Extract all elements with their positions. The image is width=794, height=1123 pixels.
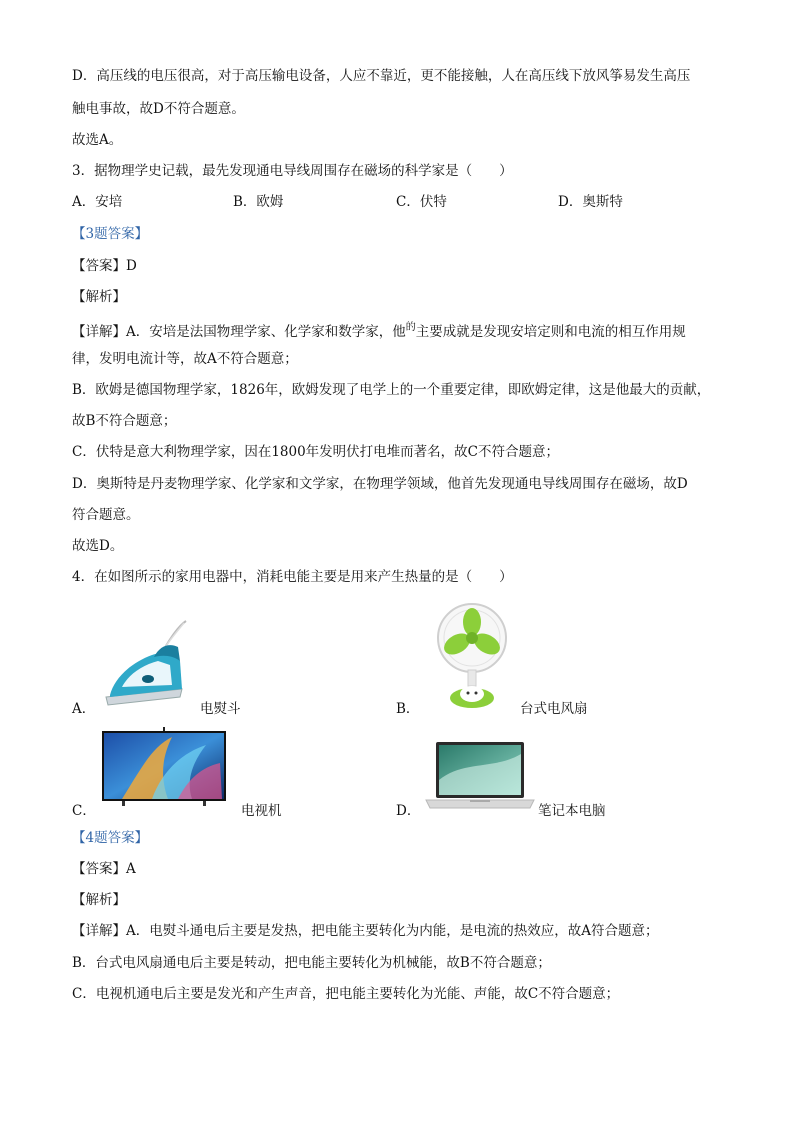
q4-answer: 【答案】A	[72, 861, 136, 877]
q3-detail-b-line2: 故B不符合题意；	[72, 413, 177, 429]
q3-option-a: A．安培	[72, 194, 123, 210]
q2-option-d-line1: D．高压线的电压很高，对于高压输电设备，人应不靠近，更不能接触，人在高压线下放风筝易发生高压	[72, 68, 691, 84]
q4-option-c-letter: C．	[72, 803, 96, 819]
q3-detail-a-line1	[72, 319, 686, 341]
q4-option-b-letter: B．	[396, 701, 420, 717]
q3-choose: 故选D。	[72, 538, 124, 554]
laptop-image	[424, 740, 536, 812]
q4-option-d-letter: D．	[396, 803, 421, 819]
q4-option-a-letter: A．	[72, 701, 96, 717]
q3-answer-heading: 【3题答案】	[72, 226, 149, 242]
q3-detail-a-sup: 的	[405, 322, 416, 333]
fan-image	[432, 600, 512, 710]
q3-option-d: D．奥斯特	[558, 194, 623, 210]
q3-detail-d-line1: D．奥斯特是丹麦物理学家、化学家和文学家，在物理学领域，他首先发现通电导线周围存在磁场，故D	[72, 476, 688, 492]
q3-stem: 3．据物理学史记载，最先发现通电导线周围存在磁场的科学家是（ ）	[72, 163, 513, 179]
q3-detail-a-line2: 律，发明电流计等，故A不符合题意；	[72, 351, 298, 367]
q3-option-b: B．欧姆	[233, 194, 284, 210]
q4-detail-c: C．电视机通电后主要是发光和产生声音，把电能主要转化为光能、声能，故C不符合题意；	[72, 986, 620, 1002]
q4-analysis-heading: 【解析】	[72, 892, 126, 908]
q3-answer: 【答案】D	[72, 258, 137, 274]
q3-analysis-heading: 【解析】	[72, 289, 126, 305]
q4-stem: 4．在如图所示的家用电器中，消耗电能主要是用来产生热量的是（ ）	[72, 569, 513, 585]
q3-detail-c: C．伏特是意大利物理学家，因在1800年发明伏打电堆而著名，故C不符合题意；	[72, 444, 560, 460]
q2-option-d-line2: 触电事故，故D不符合题意。	[72, 101, 245, 117]
q3-detail-a-post: 主要成就是发现安培定则和电流的相互作用规	[415, 324, 686, 340]
iron-image	[100, 617, 190, 709]
q4-detail-a: 【详解】A．电熨斗通电后主要是发热，把电能主要转化为内能，是电流的热效应，故A符合题意；	[72, 923, 659, 939]
q3-detail-a-pre: 【详解】A．安培是法国物理学家、化学家和数学家，他	[72, 324, 406, 340]
q4-detail-b: B．台式电风扇通电后主要是转动，把电能主要转化为机械能，故B不符合题意；	[72, 955, 551, 971]
q4-option-d-label: 笔记本电脑	[538, 803, 606, 819]
q4-option-c-label: 电视机	[241, 803, 282, 819]
q3-option-c: C．伏特	[396, 194, 447, 210]
q3-detail-b-line1: B．欧姆是德国物理学家，1826年，欧姆发现了电学上的一个重要定律，即欧姆定律，这是他最大的贡献，	[72, 382, 711, 398]
q4-option-b-label: 台式电风扇	[520, 701, 588, 717]
q4-option-a-label: 电熨斗	[200, 701, 241, 717]
q3-detail-d-line2: 符合题意。	[72, 507, 140, 523]
tv-image	[102, 727, 226, 807]
q2-choose: 故选A。	[72, 132, 123, 148]
q4-answer-heading: 【4题答案】	[72, 830, 149, 846]
